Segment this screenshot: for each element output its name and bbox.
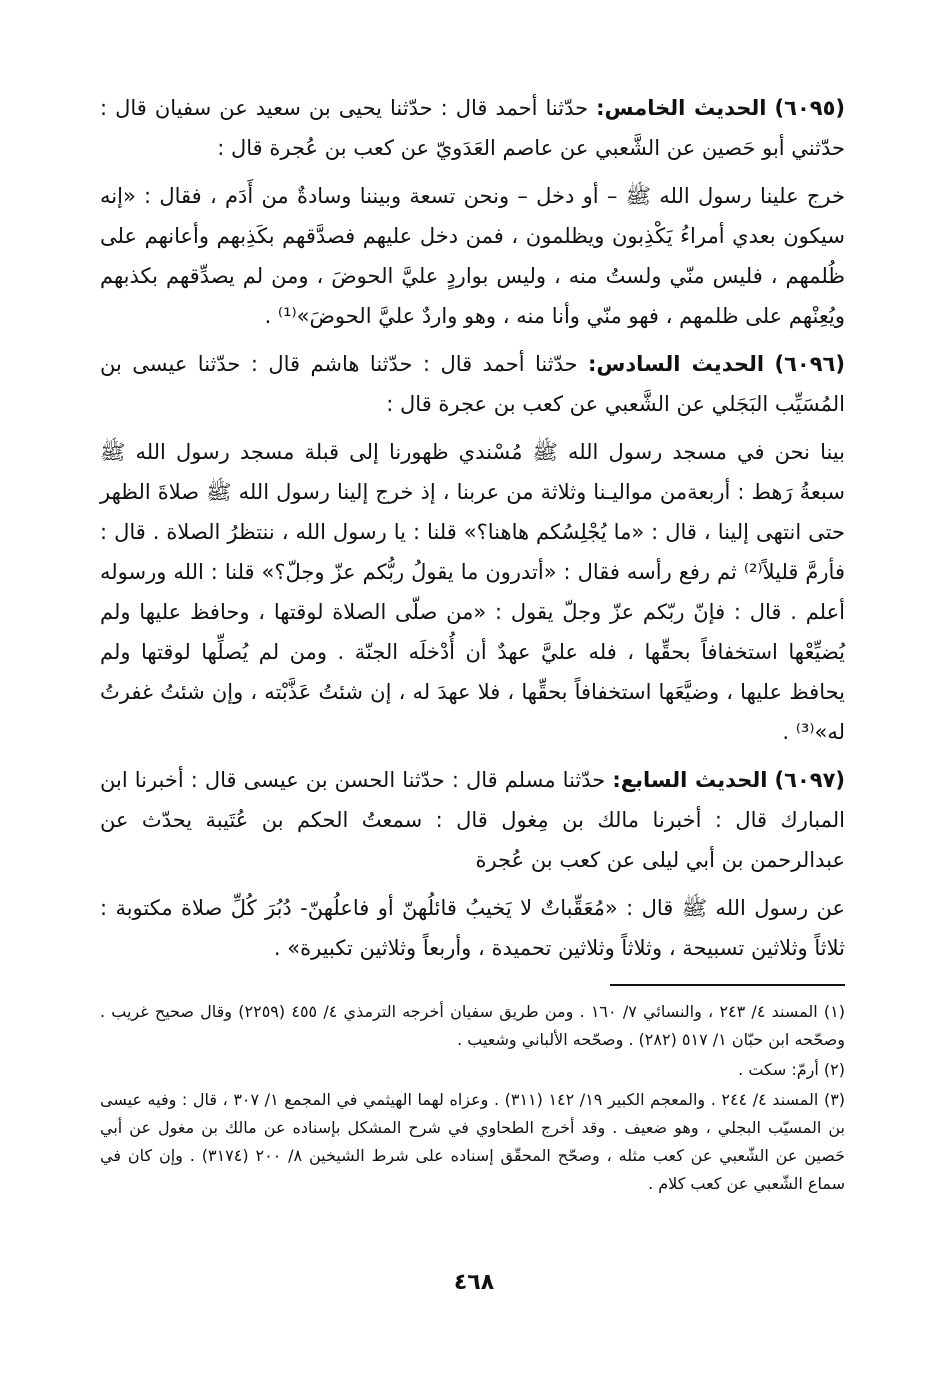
footnote-divider [610,984,845,986]
hadith-6097-matn: عن رسول الله ﷺ قال : «مُعَقِّباتٌ لا يَخيبُ قائلُهنّ أو فاعلُهنّ- دُبُرَ كُلِّ صلاة مكتوبة : ثلاثاً وثلاثين تسبيحة ، وثلاثاً وثلاثين تحميدة ، وأربعاً وثلاثين تكبيرة» . [100,896,845,960]
isnad-text: حدّثنا مسلم قال : حدّثنا الحسن بن عيسى قال : أخبرنا ابن المبارك قال : أخبرنا مالك بن مِغول قال : سمعتُ الحكم بن عُتَيبة يحدّث عن عبدالرحمن بن أبي ليلى عن كعب بن عُجرة [100,768,845,872]
isnad-text: حدّثنا أحمد قال : حدّثنا يحيى بن سعيد عن سفيان قال : حدّثني أبو حَصين عن الشَّعبي عن عاصم العَدَويّ عن كعب بن عُجرة قال : [100,96,845,160]
hadith-6095-matn: خرج علينا رسول الله ﷺ – أو دخل – ونحن تسعة وبيننا وسادةٌ من أَدَم ، فقال : «إنه سيكون بعدي أمراءُ يَكْذِبون ويظلمون ، فمن دخل عليهم فصدَّقهم بكَذِبهم وأعانهم على ظُلمهم ، فليس منّي ولستُ منه ، وليس بواردٍ عليَّ الحوضَ ، ومن لم يصدِّقهم بكذبهم ويُعِنْهم على ظلمهم ، فهو منّي وأنا منه ، وهو واردٌ عليَّ الحوضَ»⁽¹⁾ . [100,184,845,328]
hadith-6097-isnad [100,760,845,880]
hadith-number: (٦٠٩٧) [774,768,846,792]
hadith-title: الحديث الخامس: [596,96,767,120]
page-number: ٤٦٨ [453,1270,495,1295]
hadith-6095-isnad [100,88,845,168]
footnote-2: (٢) أرمّ: سكت . [738,1060,845,1079]
hadith-6096-isnad [100,344,845,424]
hadith-6096-matn: بينا نحن في مسجد رسول الله ﷺ مُسْندي ظهورنا إلى قبلة مسجد رسول الله ﷺ سبعةُ رَهط : أربعةمن مواليـنا وثلاثة من عربنا ، إذ خرج إلينا رسول الله ﷺ صلاةَ الظهر حتى انتهى إلينا ، قال : «ما يُجْلِسُكم هاهنا؟» قلنا : يا رسول الله ، ننتظرُ الصلاة . قال : فأرمَّ قليلاً⁽²⁾ ثم رفع رأسه فقال : «أتدرون ما يقولُ ربُّكم عزّ وجلّ؟» قلنا : الله ورسوله أعلم . قال : فإنّ ربّكم عزّ وجلّ يقول : «من صلّى الصلاة لوقتها ، وحافظ عليها ولم يُضيِّعْها استخفافاً بحقِّها ، فله عليَّ عهدٌ أن أُدْخلَه الجنّة . ومن لم يُصلِّها لوقتها ولم يحافظ عليها ، وضيَّعَها استخفافاً بحقِّها ، فلا عهدَ له ، إن شئتُ عَذَّبْته ، وإن شئتُ غفرتُ له»⁽³⁾ . [100,440,845,744]
hadith-title: الحديث السابع: [612,768,768,792]
hadith-title: الحديث السادس: [588,352,765,376]
page-body [100,88,845,1200]
isnad-text: حدّثنا أحمد قال : حدّثنا هاشم قال : حدّثنا عيسى بن المُسَيِّب البَجَلي عن الشَّعبي عن كعب بن عجرة قال : [100,352,845,416]
hadith-number: (٦٠٩٥) [774,96,846,120]
footnote-1: (١) المسند ٤/ ٢٤٣ ، والنسائي ٧/ ١٦٠ . ومن طريق سفيان أخرجه الترمذي ٤/ ٤٥٥ (٢٢٥٩) وقال صحيح غريب . وصحّحه ابن حبّان ١/ ٥١٧ (٢٨٢) . وصحّحه الألباني وشعيب . [100,1002,846,1049]
footnote-3: (٣) المسند ٤/ ٢٤٤ . والمعجم الكبير ١٩/ ١٤٢ (٣١١) . وعزاه لهما الهيثمي في المجمع ١/ ٣٠٧ ، قال : وفيه عيسى بن المسيّب البجلي ، وهو ضعيف . وقد أخرج الطحاوي في شرح المشكل بإسناده عن مالك بن مغول عن أبي حَصين عن الشّعبي عن كعب مثله ، وصحّح المحقّق إسناده على شرط الشيخين ٨/ ٢٠٠ (٣١٧٤) . وإن كان في سماع الشّعبي عن كعب كلام . [100,1090,846,1193]
hadith-number: (٦٠٩٦) [774,352,845,376]
